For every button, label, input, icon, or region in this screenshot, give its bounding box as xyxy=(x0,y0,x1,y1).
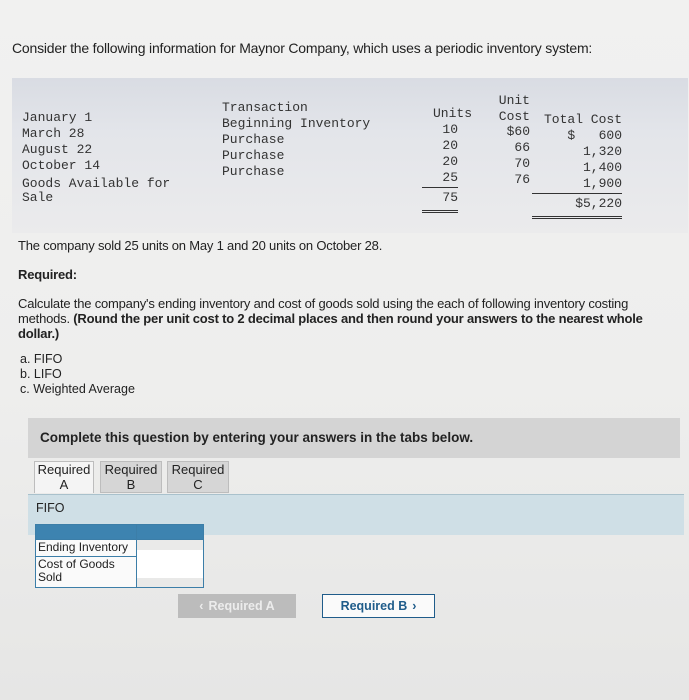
method-item: c. Weighted Average xyxy=(20,382,135,396)
row-transaction: Beginning Inventory xyxy=(222,116,371,131)
header-total-cost: Total Cost xyxy=(543,112,622,127)
tab-required-a[interactable] xyxy=(34,461,94,493)
row-transaction: Purchase xyxy=(222,164,285,179)
row-units: 10 xyxy=(442,122,458,137)
methods-list xyxy=(20,352,135,397)
row-date: January 1 xyxy=(22,110,93,125)
header-units: Units xyxy=(432,106,472,121)
calc-text: Calculate the company's ending inventory and cost of goods sold using the each of following inventory costing methods. xyxy=(18,296,629,326)
calc-rounding-note: (Round the per unit cost to 2 decimal places and then round your answers to the nearest whole dollar.) xyxy=(18,311,643,341)
row-unit-cost: 76 xyxy=(514,172,530,187)
tab-label: Required xyxy=(37,462,91,477)
row-date: August 22 xyxy=(22,142,93,157)
tab-label: A xyxy=(59,477,69,492)
intro-text: Consider the following information for Maynor Company, which uses a periodic inventory system: xyxy=(12,40,593,56)
tab-required-b[interactable] xyxy=(100,461,162,493)
row-transaction: Purchase xyxy=(222,148,285,163)
next-button[interactable] xyxy=(322,594,435,618)
row-total-cost: $ 600 xyxy=(567,128,622,143)
header-unit-cost-line2: Cost xyxy=(498,109,530,124)
row-unit-cost: 70 xyxy=(514,156,530,171)
total-cost-sum: $5,220 xyxy=(532,196,622,219)
row-date: March 28 xyxy=(22,126,85,141)
answer-row-label: Cost of Goods Sold xyxy=(36,557,137,588)
goods-available-label-cont: Sale xyxy=(22,190,54,205)
prev-button[interactable] xyxy=(178,594,296,618)
row-total-cost: 1,400 xyxy=(582,160,622,175)
panel-label: FIFO xyxy=(36,501,65,515)
row-units: 25 xyxy=(422,170,458,188)
chevron-right-icon: › xyxy=(412,599,417,613)
instruction-text: Complete this question by entering your answers in the tabs below. xyxy=(40,430,474,445)
tab-label: Required xyxy=(104,462,158,477)
goods-available-label: Goods Available for xyxy=(22,176,171,191)
chevron-left-icon: ‹ xyxy=(199,599,204,613)
row-total-cost: 1,900 xyxy=(532,176,622,194)
answer-header xyxy=(137,525,204,540)
header-unit-cost-line1: Unit xyxy=(498,93,530,108)
inventory-table xyxy=(12,78,688,233)
ending-inventory-input[interactable] xyxy=(137,550,203,578)
prev-label: Required A xyxy=(208,599,275,613)
next-label: Required B xyxy=(340,599,408,613)
tab-label: Required xyxy=(171,462,225,477)
method-item: a. FIFO xyxy=(20,352,63,366)
required-label: Required: xyxy=(18,267,77,282)
answer-cell xyxy=(137,540,204,588)
row-transaction: Purchase xyxy=(222,132,285,147)
sold-text: The company sold 25 units on May 1 and 20 units on October 28. xyxy=(18,238,383,253)
row-units: 20 xyxy=(442,154,458,169)
row-total-cost: 1,320 xyxy=(582,144,622,159)
calc-instructions xyxy=(18,296,673,341)
row-date: October 14 xyxy=(22,158,101,173)
answer-row-label: Ending Inventory xyxy=(36,540,137,557)
total-units: 75 xyxy=(422,190,458,213)
row-unit-cost: 66 xyxy=(514,140,530,155)
row-unit-cost: $60 xyxy=(506,124,530,139)
tab-label: B xyxy=(126,477,136,492)
row-units: 20 xyxy=(442,138,458,153)
tab-required-c[interactable] xyxy=(167,461,229,493)
method-item: b. LIFO xyxy=(20,367,62,381)
tab-label: C xyxy=(193,477,203,492)
header-transaction: Transaction xyxy=(222,100,308,115)
instruction-bar xyxy=(28,418,680,458)
answer-header-blank xyxy=(36,525,137,540)
answer-table xyxy=(35,524,204,588)
